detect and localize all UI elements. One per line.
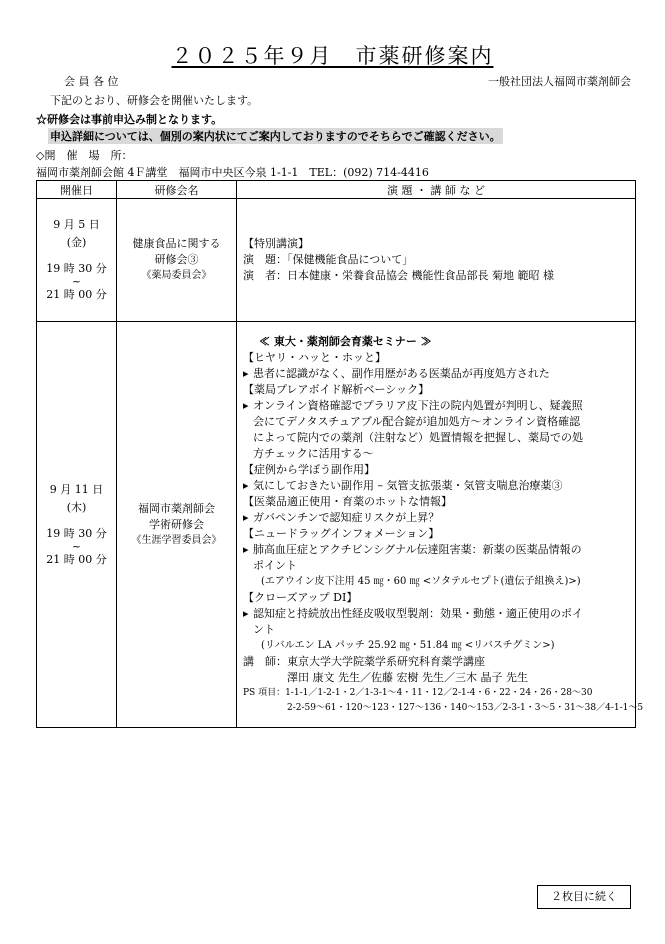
continue-to-page-2: ２枚目に続く: [537, 885, 631, 909]
notice-preregistration: ☆研修会は事前申込み制となります。: [36, 113, 223, 126]
session-name-line: 研修会③: [154, 253, 199, 266]
bullet-text: ガバペンチンで認知症リスクが上昇？: [253, 511, 440, 524]
date-text: 9 月 11 日: [49, 482, 104, 496]
organizing-committee: 《生涯学習委員会》: [131, 534, 222, 546]
lecturer-affiliation: 講 師：東京大学大学院薬学系研究科育薬学講座: [243, 655, 485, 668]
time-end: 21 時 00 分: [46, 552, 107, 566]
section-heading: 【クローズアップ DI】: [243, 591, 358, 604]
bullet-text: ポイント: [253, 559, 297, 572]
time-separator: ~: [71, 275, 82, 288]
table-row: [37, 199, 636, 322]
bullet-text: 肺高血圧症とアクチビンシグナル伝達阻害薬：新薬の医薬品情報の: [253, 543, 582, 556]
bullet-triangle-icon: ▸: [243, 399, 249, 412]
session-content-cell: [237, 199, 636, 322]
time-end: 21 時 00 分: [46, 288, 107, 301]
ps-items: 2-2-59～61・120～123・127～136・140～153／2-3-1・3～5・31～38／4-1-1～5: [287, 703, 644, 713]
weekday-text: (木): [66, 500, 87, 514]
session-name-cell: [117, 322, 237, 728]
time-start: 19 時 30 分: [46, 526, 107, 540]
section-heading: 【症例から学ぼう副作用】: [243, 463, 375, 476]
section-heading: 【ニュードラッグインフォメーション】: [243, 527, 440, 540]
header-topic-lecturer: 演 題 ・ 講 師 な ど: [237, 181, 636, 199]
lecturer-names: 澤田 康文 先生／佐藤 宏樹 先生／三木 晶子 先生: [287, 671, 528, 684]
organizing-committee: 《薬局委員会》: [141, 270, 212, 281]
section-heading: 【薬局プレアボイド解析ベーシック】: [243, 383, 430, 396]
session-name-line: 学術研修会: [149, 517, 204, 531]
bullet-text: オンライン資格確認でプラリア皮下注の院内処置が判明し、疑義照: [253, 399, 583, 412]
bullet-text: 気にしておきたい副作用 – 気管支拡張薬・気管支喘息治療薬③: [253, 479, 563, 492]
bullet-triangle-icon: ▸: [243, 543, 249, 556]
bullet-text: 会にてデノタスチュアブル配合錠が追加処方～オンライン資格確認: [253, 415, 581, 428]
drug-detail: (リバルエン LA パッチ 25.92 ㎎・51.84 ㎎ <リバスチグミン>): [261, 640, 555, 651]
time-separator: ~: [71, 539, 82, 553]
session-name-line: 健康食品に関する: [132, 237, 221, 250]
venue-address: 福岡市薬剤師会館 4Ｆ講堂 福岡市中央区今泉 1-1-1 TEL：(092) 714-4416: [36, 166, 429, 179]
bullet-triangle-icon: ▸: [243, 479, 249, 492]
intro-text: 下記のとおり、研修会を開催いたします。: [50, 94, 259, 107]
bullet-text: ント: [253, 623, 275, 636]
notice-details: 申込詳細については、個別の案内状にてご案内しておりますのでそちらでご確認ください。: [50, 130, 501, 143]
bullet-text: 方チェックに活用する～: [253, 447, 374, 460]
date-text: 9 月 5 日: [53, 218, 100, 231]
page-title: ２０２５年９月 市薬研修案内: [171, 44, 494, 68]
ps-items: PS 項目：1-1-1／1-2-1・2／1-3-1～4・11・12／2-1-4・6・22・24・26・28～30: [243, 688, 593, 698]
bullet-text: 認知症と持続放出性経皮吸収型製剤：効果・動態・適正使用のポイ: [253, 607, 583, 620]
table-row: [37, 322, 636, 728]
session-date-cell: [37, 199, 117, 322]
bullet-text: 患者に認識がなく、副作用歴がある医薬品が再度処方された: [253, 367, 550, 380]
bullet-text: によって院内での薬剤（注射など）処置情報を把握し、薬局での処: [253, 431, 583, 444]
time-start: 19 時 30 分: [46, 262, 107, 275]
session-date-cell: [37, 322, 117, 728]
section-heading: 【医薬品適正使用・育薬のホットな情報】: [243, 495, 452, 508]
venue-label: ◇開 催 場 所：: [36, 149, 133, 162]
session-content-cell: [237, 322, 644, 728]
bullet-triangle-icon: ▸: [243, 511, 249, 524]
bullet-triangle-icon: ▸: [243, 367, 249, 380]
content-line: 【特別講演】: [243, 237, 309, 250]
content-line: 演 者：日本健康・栄養食品協会 機能性食品部長 菊地 範昭 様: [243, 269, 554, 282]
session-name-cell: [117, 199, 237, 322]
table-header-row: [37, 181, 636, 199]
seminar-title: ≪ 東大・薬剤師会育薬セミナー ≫: [259, 335, 432, 348]
content-line: 演 題：「保健機能食品について」: [243, 253, 414, 266]
session-name-line: 福岡市薬剤師会: [138, 501, 215, 515]
training-schedule-table: [36, 180, 644, 728]
weekday-text: (金): [66, 236, 87, 249]
addressee: 会 員 各 位: [64, 75, 119, 88]
header-session-name: 研修会名: [117, 181, 237, 199]
section-heading: 【ヒヤリ・ハッと・ホッと】: [243, 351, 386, 364]
header-date: 開催日: [37, 181, 117, 199]
sender-organization: 一般社団法人福岡市薬剤師会: [488, 75, 631, 88]
drug-detail: (エアウイン皮下注用 45 ㎎・60 ㎎ <ソタテルセプト(遺伝子組換え)>): [261, 576, 581, 587]
bullet-triangle-icon: ▸: [243, 607, 249, 620]
